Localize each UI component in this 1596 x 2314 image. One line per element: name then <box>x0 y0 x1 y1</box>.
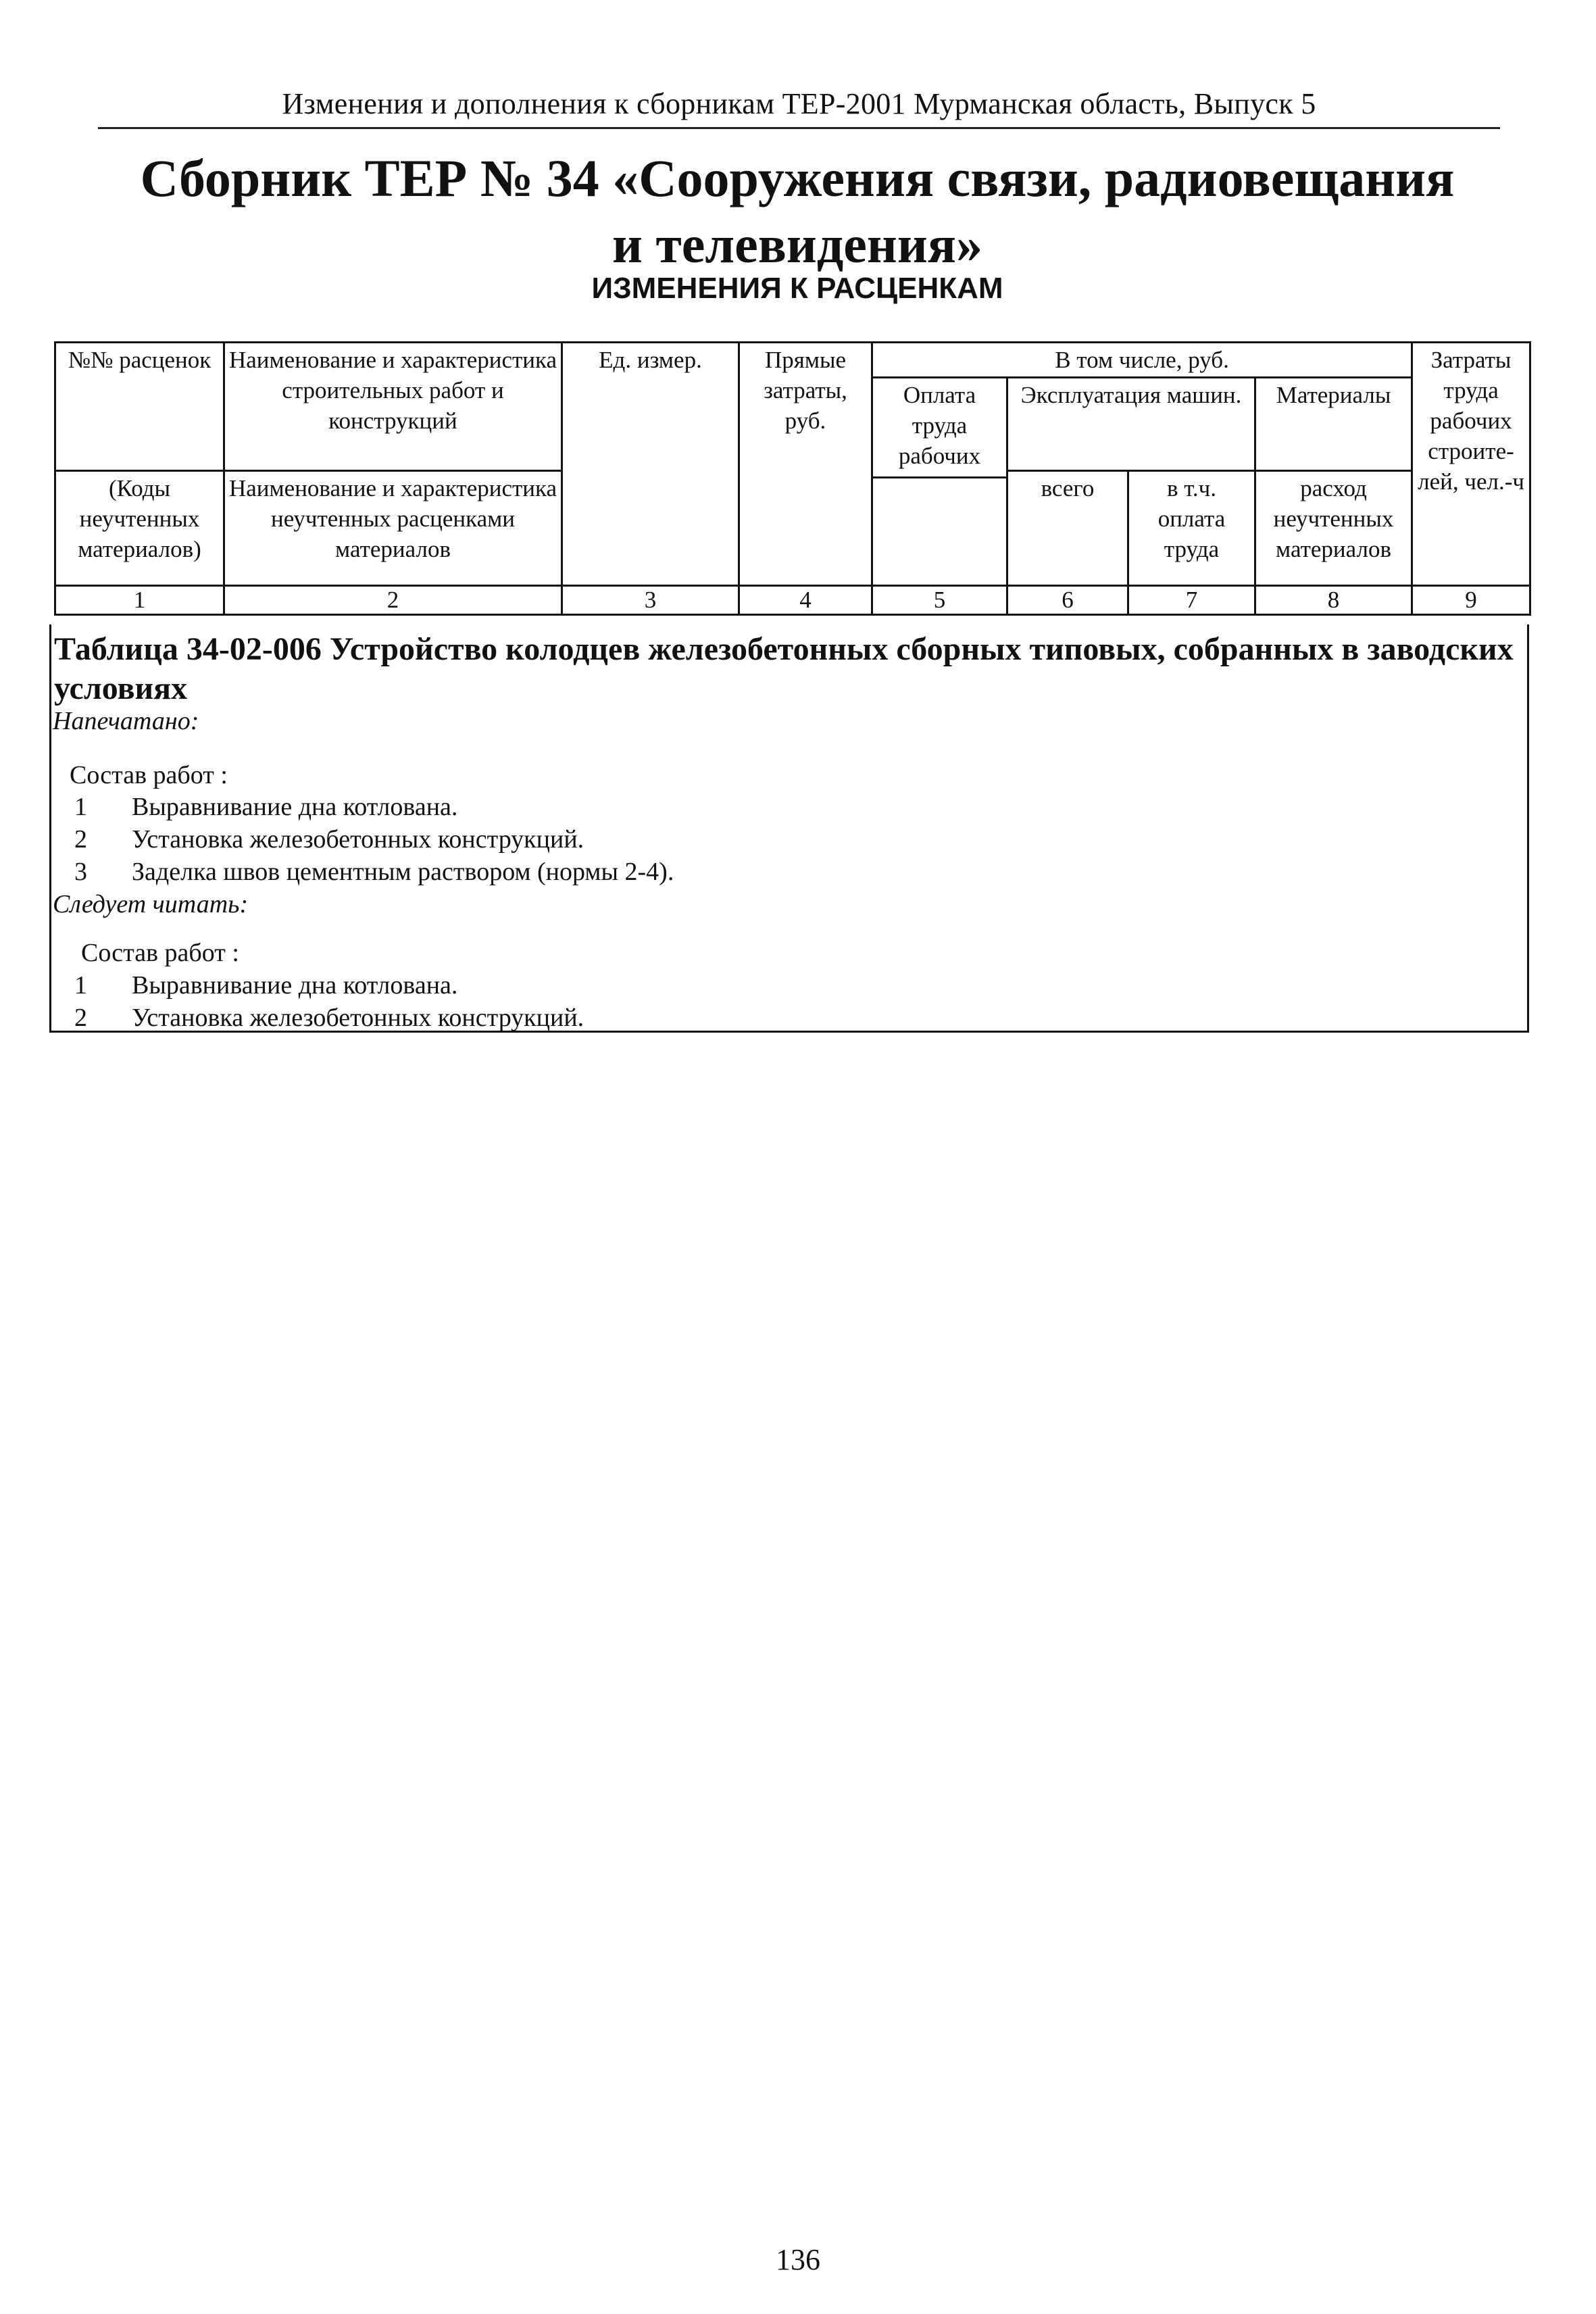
column-number: 2 <box>224 586 562 615</box>
title-line-2: и телевидения» <box>612 215 982 274</box>
header-worker-pay-blank <box>872 478 1007 586</box>
document-title <box>88 145 1507 278</box>
column-number: 6 <box>1007 586 1128 615</box>
corrected-label: Следует читать: <box>53 890 249 918</box>
document-subtitle: ИЗМЕНЕНИЯ К РАСЦЕНКАМ <box>591 272 1003 305</box>
header-worker-pay: Оплата труда рабочих <box>872 378 1007 478</box>
corrected-item-text: Выравнивание дна котлована. <box>132 971 458 1000</box>
header-machine-operation: Эксплуатация машин. <box>1007 378 1255 471</box>
title-line-1: Сборник ТЕР № 34 «Сооружения связи, радиовещания <box>140 149 1455 207</box>
header-materials-consumption: расход неучтенных материалов <box>1255 471 1412 586</box>
printed-item-number: 2 <box>74 825 87 854</box>
printed-item-text: Установка железобетонных конструкций. <box>132 825 584 854</box>
corrected-item-number: 1 <box>74 971 87 1000</box>
header-machine-total: всего <box>1007 471 1128 586</box>
header-materials: Материалы <box>1255 378 1412 471</box>
column-number: 1 <box>55 586 224 615</box>
column-number: 8 <box>1255 586 1412 615</box>
column-number: 3 <box>562 586 739 615</box>
corrected-item-number: 2 <box>74 1004 87 1032</box>
printed-label: Напечатано: <box>53 707 199 735</box>
header-unit: Ед. измер. <box>562 343 739 586</box>
printed-item-number: 3 <box>74 858 87 886</box>
printed-item-number: 1 <box>74 793 87 821</box>
running-header: Изменения и дополнения к сборникам ТЕР-2001 Мурманская область, Выпуск 5 <box>282 87 1316 120</box>
corrected-item-text: Установка железобетонных конструкций. <box>132 1004 584 1032</box>
corrected-composition-heading: Состав работ : <box>81 939 239 967</box>
header-machine-pay: в т.ч. оплата труда <box>1128 471 1255 586</box>
printed-composition-heading: Состав работ : <box>70 761 228 789</box>
header-including-group: В том числе, руб. <box>872 343 1412 378</box>
column-number: 9 <box>1412 586 1530 615</box>
header-unaccounted-materials-name: Наименование и характеристика неучтенных расценками материалов <box>224 471 562 586</box>
column-number: 4 <box>739 586 872 615</box>
table-section-title: Таблица 34-02-006 Устройство колодцев железобетонных сборных типовых, собранных в заводских условиях <box>54 631 1514 706</box>
header-unaccounted-codes: (Коды неучтенных материалов) <box>55 471 224 586</box>
header-labor-costs: Затраты труда рабочих строите-лей, чел.-ч <box>1412 343 1530 586</box>
header-rule <box>98 127 1500 129</box>
page-number: 136 <box>776 2243 820 2276</box>
column-number: 7 <box>1128 586 1255 615</box>
header-rate-numbers: №№ расценок <box>55 343 224 471</box>
printed-item-text: Заделка швов цементным раствором (нормы 2-4). <box>132 858 674 886</box>
column-number: 5 <box>872 586 1007 615</box>
rates-header-table <box>54 341 1531 616</box>
header-direct-costs: Прямые затраты, руб. <box>739 343 872 586</box>
header-work-name: Наименование и характеристика строительных работ и конструкций <box>224 343 562 471</box>
printed-item-text: Выравнивание дна котлована. <box>132 793 458 821</box>
